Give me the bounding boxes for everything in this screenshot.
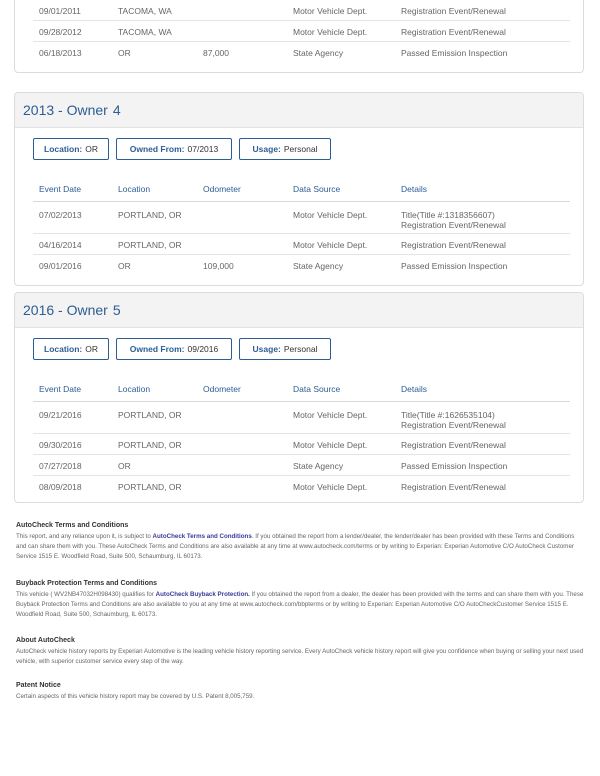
owner-5-header [15, 293, 583, 328]
details-cell: Registration Event/Renewal [401, 27, 506, 37]
details-cell: Registration Event/Renewal [401, 220, 506, 230]
owner-3-history-table [33, 0, 570, 63]
event-date-cell: 09/01/2016 [39, 261, 82, 271]
data-source-cell: Motor Vehicle Dept. [293, 6, 368, 16]
table-row [33, 255, 570, 276]
event-date-cell: 09/30/2016 [39, 440, 82, 450]
details-cell: Passed Emission Inspection [401, 48, 508, 58]
location-cell: OR [118, 461, 131, 471]
table-row [33, 434, 570, 455]
details-cell: Registration Event/Renewal [401, 6, 506, 16]
details-cell: Registration Event/Renewal [401, 420, 506, 430]
owner-4-history-table [33, 175, 570, 276]
buyback-text: This vehicle ( WV2NB47032H098430) qualifies for AutoCheck Buyback Protection. If you obtained the report from a dealer, the dealer has been provided with the terms and can share them with you. These Buyback Protection Terms and Conditions are also available to you at any time at www.autocheck.com/bbpterms or by writing to Experian: Experian Automotive C/O AutoCheckCustomer Service 1515 E. Woodfield Road, Suite 500, Schaumburg, IL 60173. [16, 591, 584, 618]
details-cell: Title(Title #:1318356607) [401, 210, 495, 220]
terms-link[interactable]: AutoCheck Terms and Conditions [152, 533, 252, 540]
data-source-cell: Motor Vehicle Dept. [293, 240, 368, 250]
column-header: Odometer [203, 384, 241, 394]
location-cell: PORTLAND, OR [118, 410, 182, 420]
location-cell: OR [118, 48, 131, 58]
column-header: Data Source [293, 384, 341, 394]
table-row [33, 42, 570, 63]
data-source-cell: Motor Vehicle Dept. [293, 27, 368, 37]
location-chip[interactable]: Location: OR [33, 338, 109, 360]
patent-section [16, 682, 586, 702]
terms-heading: AutoCheck Terms and Conditions [16, 522, 129, 529]
details-cell: Title(Title #:1626535104) [401, 410, 495, 420]
table-row [33, 21, 570, 42]
location-cell: PORTLAND, OR [118, 210, 182, 220]
location-cell: PORTLAND, OR [118, 240, 182, 250]
owner-4-card [14, 92, 584, 286]
owner-3-card-tail [14, 0, 584, 73]
column-header: Details [401, 384, 427, 394]
column-header: Odometer [203, 184, 241, 194]
details-cell: Registration Event/Renewal [401, 240, 506, 250]
details-cell: Registration Event/Renewal [401, 482, 506, 492]
column-header: Event Date [39, 184, 82, 194]
table-row [33, 202, 570, 234]
owner-4-summary-chips [33, 138, 338, 160]
buyback-link[interactable]: AutoCheck Buyback Protection. [155, 591, 250, 598]
patent-heading: Patent Notice [16, 682, 61, 689]
table-row [33, 402, 570, 434]
owner-5-summary-chips [33, 338, 338, 360]
terms-section [16, 522, 586, 562]
owner-4-header [15, 93, 583, 128]
terms-text: This report, and any reliance upon it, is subject to AutoCheck Terms and Conditions. If you obtained the report from a lender/dealer, the lender/dealer has been provided with these Terms and Conditions and can share them with you. These AutoCheck Terms and Conditions are also available at any time at www.autocheck.com/terms or by writing to Experian: Experian Automotive C/O AutoCheck Customer Service 1515 E. Woodfield Road, Suite 500, Schaumburg, IL 60173. [16, 533, 575, 560]
location-chip[interactable]: Location: OR [33, 138, 109, 160]
about-section [16, 637, 586, 667]
patent-text: Certain aspects of this vehicle history report may be covered by U.S. Patent 8,005,759. [16, 693, 255, 700]
buyback-heading: Buyback Protection Terms and Conditions [16, 580, 158, 587]
table-header [33, 175, 570, 202]
data-source-cell: State Agency [293, 461, 344, 471]
table-row [33, 455, 570, 476]
owner-5-card [14, 292, 584, 503]
table-row [33, 476, 570, 497]
about-text: AutoCheck vehicle history reports by Experian Automotive is the leading vehicle history reporting service. Every AutoCheck vehicle history report will give you confidence when buying or selling your next used vehicle, with superior customer service every step of the way. [16, 648, 584, 665]
data-source-cell: Motor Vehicle Dept. [293, 410, 368, 420]
odometer-cell: 87,000 [203, 48, 229, 58]
table-row [33, 0, 570, 21]
column-header: Event Date [39, 384, 82, 394]
location-cell: OR [118, 261, 131, 271]
usage-chip[interactable]: Usage: Personal [239, 138, 331, 160]
location-cell: TACOMA, WA [118, 27, 172, 37]
location-cell: PORTLAND, OR [118, 440, 182, 450]
owned-from-chip[interactable]: Owned From: 07/2013 [116, 138, 232, 160]
data-source-cell: State Agency [293, 48, 344, 58]
data-source-cell: Motor Vehicle Dept. [293, 210, 368, 220]
data-source-cell: Motor Vehicle Dept. [293, 482, 368, 492]
column-header: Location [118, 384, 151, 394]
column-header: Data Source [293, 184, 341, 194]
event-date-cell: 09/21/2016 [39, 410, 82, 420]
column-header: Location [118, 184, 151, 194]
event-date-cell: 07/02/2013 [39, 210, 82, 220]
owner-5-title: 2016 - Owner 5 [23, 302, 121, 318]
about-heading: About AutoCheck [16, 637, 75, 644]
owner-4-title: 2013 - Owner 4 [23, 102, 121, 118]
data-source-cell: Motor Vehicle Dept. [293, 440, 368, 450]
odometer-cell: 109,000 [203, 261, 234, 271]
table-row [33, 234, 570, 255]
owner-5-history-table [33, 375, 570, 497]
event-date-cell: 06/18/2013 [39, 48, 82, 58]
event-date-cell: 09/28/2012 [39, 27, 82, 37]
location-cell: TACOMA, WA [118, 6, 172, 16]
location-cell: PORTLAND, OR [118, 482, 182, 492]
event-date-cell: 08/09/2018 [39, 482, 82, 492]
event-date-cell: 09/01/2011 [39, 6, 81, 16]
event-date-cell: 04/16/2014 [39, 240, 82, 250]
table-header [33, 375, 570, 402]
details-cell: Registration Event/Renewal [401, 440, 506, 450]
owned-from-chip[interactable]: Owned From: 09/2016 [116, 338, 232, 360]
details-cell: Passed Emission Inspection [401, 461, 508, 471]
buyback-section [16, 580, 586, 620]
event-date-cell: 07/27/2018 [39, 461, 82, 471]
data-source-cell: State Agency [293, 261, 344, 271]
details-cell: Passed Emission Inspection [401, 261, 508, 271]
usage-chip[interactable]: Usage: Personal [239, 338, 331, 360]
column-header: Details [401, 184, 427, 194]
